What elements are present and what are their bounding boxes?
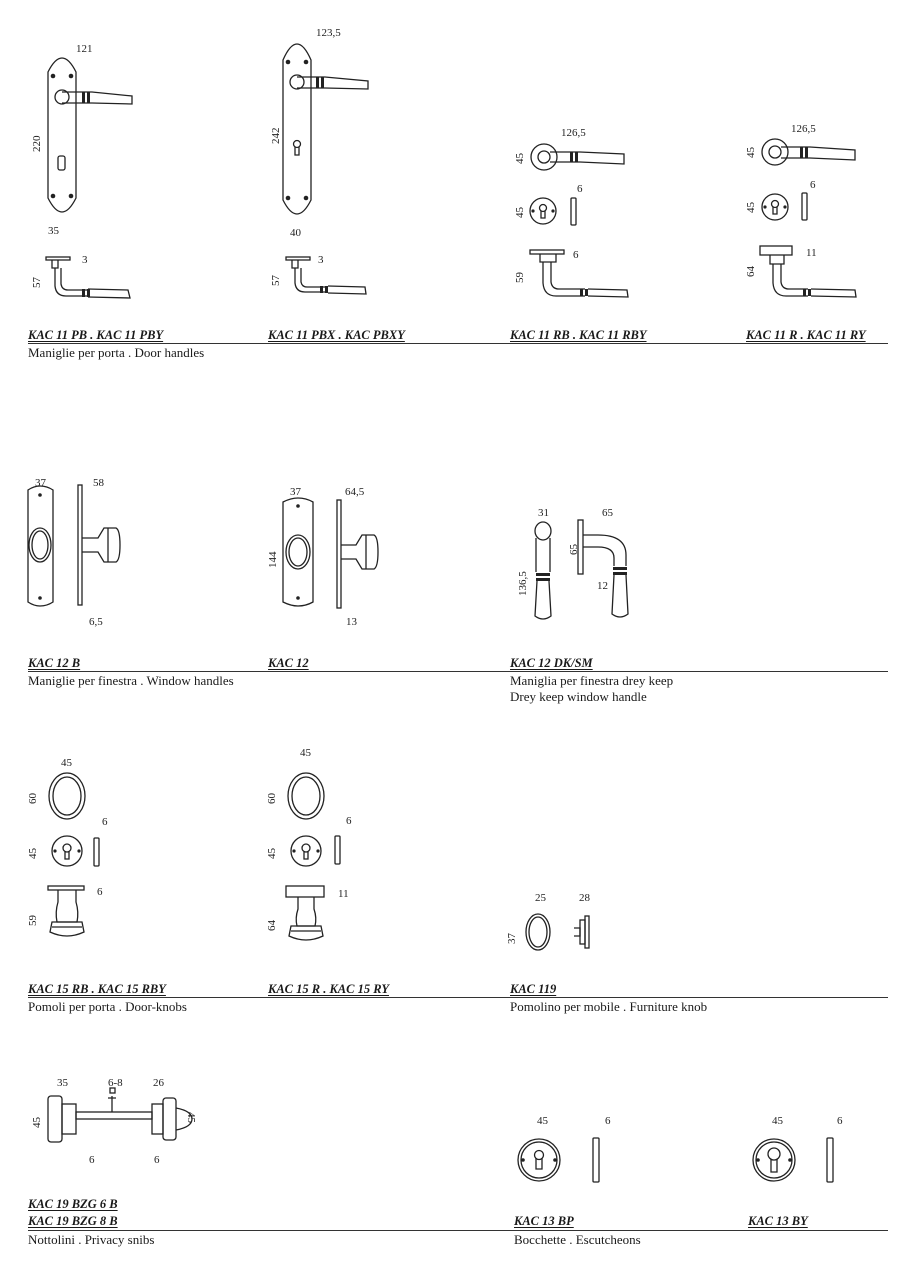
svg-text:45: 45 (27, 848, 39, 859)
section-description: Pomoli per porta . Door-knobs (28, 999, 187, 1014)
svg-text:40: 40 (290, 227, 301, 239)
svg-text:64: 64 (266, 920, 278, 931)
svg-text:60: 60 (27, 793, 39, 804)
svg-text:144: 144 (267, 551, 279, 568)
escutcheon-drawing (753, 1138, 833, 1182)
door-knob-drawing (48, 773, 99, 936)
svg-text:37: 37 (290, 486, 301, 498)
svg-text:126,5: 126,5 (561, 127, 586, 139)
svg-text:28: 28 (579, 892, 590, 904)
product-code: KAC 12 DK/SM (510, 656, 593, 670)
product-code: KAC 12 (268, 656, 309, 670)
section-rule (28, 1230, 888, 1231)
svg-text:6-8: 6-8 (108, 1077, 123, 1089)
svg-text:57: 57 (31, 277, 43, 288)
svg-text:220: 220 (31, 135, 43, 152)
svg-text:45: 45 (537, 1115, 548, 1127)
window-handle-drawing (28, 485, 120, 606)
svg-text:45: 45 (745, 147, 757, 158)
svg-text:6: 6 (605, 1115, 611, 1127)
door-knob-dimensions (266, 747, 352, 931)
svg-text:11: 11 (806, 247, 817, 259)
section-description: Pomolino per mobile . Furniture knob (510, 999, 708, 1014)
furniture-knob-drawing (526, 914, 589, 950)
svg-text:6: 6 (577, 183, 583, 195)
escutcheon-dimensions (537, 1115, 611, 1127)
svg-text:121: 121 (76, 43, 93, 55)
section-description: Maniglie per finestra . Window handles (28, 673, 234, 688)
svg-text:6: 6 (102, 816, 108, 828)
svg-text:6: 6 (89, 1154, 95, 1166)
svg-text:65: 65 (602, 507, 613, 519)
window-handle-drawing (283, 498, 378, 608)
svg-text:6: 6 (810, 179, 816, 191)
product-code: KAC 119 (510, 982, 557, 996)
door-handle-rose-drawing (530, 144, 628, 297)
door-handle-rose-drawing (760, 139, 856, 297)
svg-text:31: 31 (538, 507, 549, 519)
product-code: KAC 19 BZG 8 B (28, 1214, 118, 1228)
svg-text:45: 45 (514, 153, 526, 164)
svg-text:6: 6 (154, 1154, 160, 1166)
door-handle-plate-dimensions (270, 27, 341, 286)
svg-text:45: 45 (514, 207, 526, 218)
section-description: Drey keep window handle (510, 689, 647, 704)
svg-text:123,5: 123,5 (316, 27, 341, 39)
svg-text:45: 45 (185, 1112, 197, 1123)
section-description: Maniglie per porta . Door handles (28, 345, 205, 360)
product-code: KAC 19 BZG 6 B (28, 1197, 118, 1211)
section-rule (28, 997, 888, 998)
svg-text:45: 45 (61, 757, 72, 769)
svg-text:26: 26 (153, 1077, 164, 1089)
section-description: Nottolini . Privacy snibs (28, 1232, 155, 1247)
section-rule (28, 343, 888, 344)
svg-text:6,5: 6,5 (89, 616, 103, 628)
drey-keep-handle-drawing (535, 520, 628, 619)
door-knob-dimensions (27, 757, 108, 926)
product-code: KAC 11 PBX . KAC PBXY (268, 328, 405, 342)
svg-text:37: 37 (35, 477, 46, 489)
svg-text:12: 12 (597, 580, 608, 592)
svg-text:6: 6 (837, 1115, 843, 1127)
svg-text:25: 25 (535, 892, 546, 904)
svg-text:57: 57 (270, 275, 282, 286)
svg-text:37: 37 (506, 933, 518, 944)
door-handle-plate-drawing (283, 44, 368, 294)
svg-text:65: 65 (568, 544, 580, 555)
escutcheon-dimensions (772, 1115, 843, 1127)
svg-text:45: 45 (300, 747, 311, 759)
svg-text:45: 45 (266, 848, 278, 859)
door-handle-plate-drawing (46, 58, 132, 298)
svg-text:126,5: 126,5 (791, 123, 816, 135)
door-handle-rose-dimensions (745, 123, 817, 277)
svg-text:64,5: 64,5 (345, 486, 365, 498)
svg-text:3: 3 (82, 254, 88, 266)
product-code: KAC 11 RB . KAC 11 RBY (510, 328, 647, 342)
svg-text:64: 64 (745, 266, 757, 277)
door-knob-drawing (286, 773, 340, 940)
escutcheon-drawing (518, 1138, 599, 1182)
svg-text:6: 6 (573, 249, 579, 261)
door-handle-plate-dimensions (31, 43, 93, 288)
svg-text:6: 6 (346, 815, 352, 827)
svg-text:59: 59 (514, 272, 526, 283)
product-code: KAC 15 RB . KAC 15 RBY (28, 982, 166, 996)
svg-text:60: 60 (266, 793, 278, 804)
section-description: Bocchette . Escutcheons (514, 1232, 641, 1247)
product-code: KAC 13 BP (514, 1214, 574, 1228)
product-code: KAC 13 BY (748, 1214, 808, 1228)
drey-keep-handle-dimensions (517, 507, 614, 596)
window-handle-dimensions (267, 486, 365, 628)
privacy-snib-dimensions (31, 1077, 197, 1166)
svg-text:35: 35 (48, 225, 59, 237)
product-code: KAC 12 B (28, 656, 81, 670)
section-description: Maniglia per finestra drey keep (510, 673, 674, 688)
svg-text:11: 11 (338, 888, 349, 900)
svg-text:45: 45 (745, 202, 757, 213)
svg-text:136,5: 136,5 (517, 571, 529, 596)
privacy-snib-drawing (48, 1088, 192, 1142)
svg-text:45: 45 (31, 1117, 43, 1128)
product-code: KAC 11 R . KAC 11 RY (746, 328, 866, 342)
svg-text:59: 59 (27, 915, 39, 926)
svg-text:3: 3 (318, 254, 324, 266)
svg-text:6: 6 (97, 886, 103, 898)
svg-text:35: 35 (57, 1077, 68, 1089)
section-rule (28, 671, 888, 672)
product-code: KAC 15 R . KAC 15 RY (268, 982, 389, 996)
svg-text:45: 45 (772, 1115, 783, 1127)
product-code: KAC 11 PB . KAC 11 PBY (28, 328, 164, 342)
svg-text:58: 58 (93, 477, 104, 489)
svg-text:242: 242 (270, 127, 282, 144)
svg-text:13: 13 (346, 616, 357, 628)
